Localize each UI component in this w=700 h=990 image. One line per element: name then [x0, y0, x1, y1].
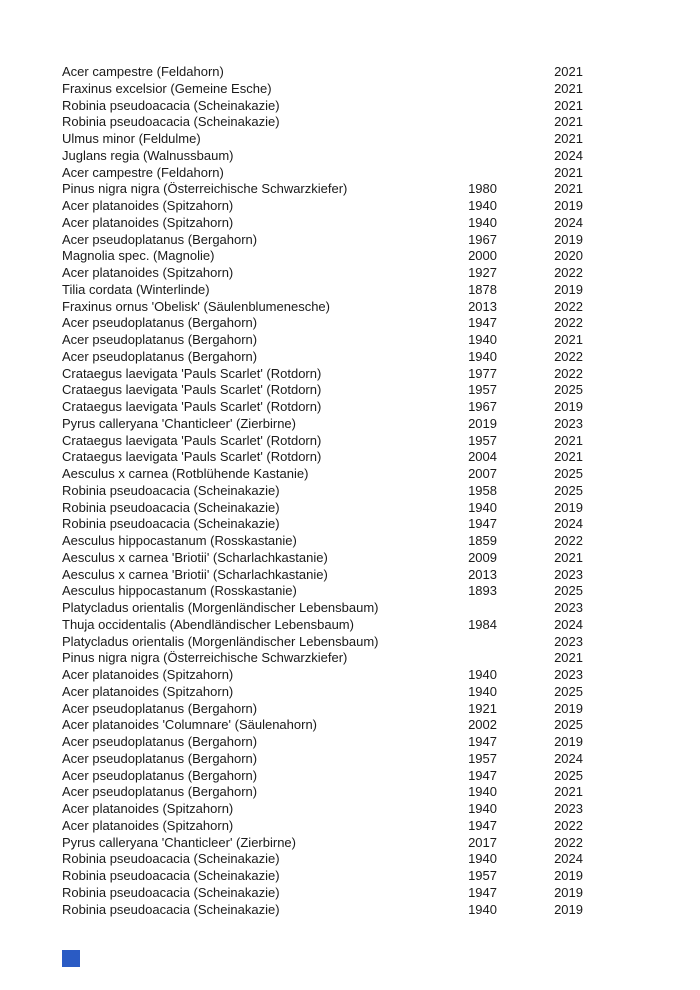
planting-year: 1940: [468, 683, 497, 699]
record-year: 2021: [554, 549, 583, 565]
record-year: 2020: [554, 248, 583, 264]
tree-name: Robinia pseudoacacia (Scheinakazie): [62, 851, 280, 867]
record-year: 2019: [554, 734, 583, 749]
record-year: 2022: [554, 834, 583, 850]
tree-name: Acer campestre (Feldahorn): [62, 164, 224, 180]
tree-name: Acer platanoides 'Columnare' (Säulenahorn): [62, 717, 317, 733]
tree-name: Robinia pseudoacacia (Scheinakazie): [62, 97, 280, 113]
planting-year: 1957: [468, 868, 497, 883]
planting-year: 1947: [468, 884, 497, 900]
tree-name: Acer pseudoplatanus (Bergahorn): [62, 332, 258, 347]
record-year: 2025: [554, 466, 583, 481]
tree-name: Ulmus minor (Feldulme): [62, 131, 201, 146]
table-row: [62, 181, 583, 198]
tree-table-body: [62, 64, 583, 918]
record-year: 2024: [554, 516, 583, 532]
table-row: [62, 567, 583, 584]
planting-year: 2009: [468, 549, 497, 565]
table-row: [62, 600, 583, 617]
record-year: 2025: [554, 382, 583, 398]
table-row: [62, 500, 583, 517]
record-year: 2022: [554, 298, 583, 314]
tree-name: Magnolia spec. (Magnolie): [62, 248, 215, 264]
tree-name: Juglans regia (Walnussbaum): [62, 147, 234, 163]
planting-year: 1940: [468, 348, 497, 364]
planting-year: [417, 98, 497, 115]
planting-year: 1967: [468, 399, 497, 414]
table-row: [62, 667, 583, 684]
planting-year: 1947: [468, 516, 497, 532]
planting-year: 1940: [468, 214, 497, 230]
record-year: 2024: [554, 750, 583, 766]
planting-year: 2013: [468, 566, 497, 582]
planting-year: 1940: [468, 667, 497, 682]
planting-year: [417, 131, 497, 148]
tree-name: Acer campestre (Feldahorn): [62, 64, 224, 79]
planting-year: 1940: [468, 901, 497, 917]
blue-square-marker: [62, 950, 80, 967]
record-year: 2021: [554, 332, 583, 347]
tree-name: Crataegus laevigata 'Pauls Scarlet' (Rotdorn): [62, 365, 322, 381]
record-year: 2021: [554, 784, 583, 800]
record-year: 2025: [554, 767, 583, 783]
table-row: [62, 784, 583, 801]
table-row: [62, 885, 583, 902]
record-year: 2021: [554, 80, 583, 96]
planting-year: [417, 165, 497, 182]
table-row: [62, 768, 583, 785]
tree-name: Acer platanoides (Spitzahorn): [62, 817, 234, 833]
table-row: [62, 449, 583, 466]
table-row: [62, 650, 583, 667]
tree-table: [62, 64, 583, 918]
table-row: [62, 583, 583, 600]
table-row: [62, 198, 583, 215]
planting-year: 1921: [468, 700, 497, 716]
table-row: [62, 282, 583, 299]
tree-name: Acer pseudoplatanus (Bergahorn): [62, 784, 258, 800]
table-row: [62, 516, 583, 533]
tree-name: Acer platanoides (Spitzahorn): [62, 214, 234, 230]
table-row: [62, 433, 583, 450]
table-row: [62, 114, 583, 131]
record-year: 2021: [554, 131, 583, 146]
table-row: [62, 416, 583, 433]
planting-year: 2013: [468, 298, 497, 314]
table-row: [62, 734, 583, 751]
table-row: [62, 148, 583, 165]
planting-year: [417, 600, 497, 617]
table-row: [62, 399, 583, 416]
planting-year: 1947: [468, 315, 497, 331]
table-row: [62, 315, 583, 332]
record-year: 2025: [554, 683, 583, 699]
tree-name: Robinia pseudoacacia (Scheinakazie): [62, 499, 280, 515]
record-year: 2019: [554, 499, 583, 515]
record-year: 2022: [554, 265, 583, 280]
planting-year: 1940: [468, 851, 497, 867]
record-year: 2024: [554, 616, 583, 632]
record-year: 2022: [554, 365, 583, 381]
tree-name: Acer pseudoplatanus (Bergahorn): [62, 315, 258, 331]
planting-year: 1977: [468, 365, 497, 381]
tree-name: Acer pseudoplatanus (Bergahorn): [62, 700, 258, 716]
record-year: 2024: [554, 147, 583, 163]
tree-name: Crataegus laevigata 'Pauls Scarlet' (Rotdorn): [62, 432, 322, 448]
tree-name: Acer platanoides (Spitzahorn): [62, 198, 234, 213]
planting-year: 1947: [468, 817, 497, 833]
tree-name: Aesculus x carnea 'Briotii' (Scharlachkastanie): [62, 549, 328, 565]
table-row: [62, 299, 583, 316]
table-row: [62, 868, 583, 885]
table-row: [62, 701, 583, 718]
record-year: 2025: [554, 717, 583, 733]
tree-name: Fraxinus excelsior (Gemeine Esche): [62, 80, 272, 96]
tree-name: Robinia pseudoacacia (Scheinakazie): [62, 901, 280, 917]
record-year: 2019: [554, 901, 583, 917]
record-year: 2022: [554, 315, 583, 331]
planting-year: [417, 650, 497, 667]
planting-year: 1927: [468, 265, 497, 280]
tree-name: Robinia pseudoacacia (Scheinakazie): [62, 482, 280, 498]
table-row: [62, 483, 583, 500]
table-row: [62, 533, 583, 550]
record-year: 2019: [554, 231, 583, 247]
record-year: 2025: [554, 583, 583, 599]
tree-name: Robinia pseudoacacia (Scheinakazie): [62, 516, 280, 532]
planting-year: 1984: [468, 616, 497, 632]
planting-year: 1947: [468, 767, 497, 783]
tree-name: Robinia pseudoacacia (Scheinakazie): [62, 114, 280, 130]
tree-name: Robinia pseudoacacia (Scheinakazie): [62, 868, 280, 883]
record-year: 2019: [554, 700, 583, 716]
record-year: 2021: [554, 64, 583, 79]
record-year: 2023: [554, 801, 583, 816]
planting-year: 1967: [468, 231, 497, 247]
table-row: [62, 81, 583, 98]
record-year: 2019: [554, 884, 583, 900]
table-row: [62, 617, 583, 634]
record-year: 2023: [554, 667, 583, 682]
table-row: [62, 349, 583, 366]
planting-year: [417, 114, 497, 131]
table-row: [62, 835, 583, 852]
tree-name: Acer platanoides (Spitzahorn): [62, 683, 234, 699]
tree-name: Crataegus laevigata 'Pauls Scarlet' (Rotdorn): [62, 399, 322, 414]
table-row: [62, 366, 583, 383]
planting-year: 1957: [468, 382, 497, 398]
tree-name: Acer pseudoplatanus (Bergahorn): [62, 767, 258, 783]
table-row: [62, 818, 583, 835]
planting-year: 1958: [468, 482, 497, 498]
planting-year: 1980: [468, 181, 497, 197]
table-row: [62, 634, 583, 651]
planting-year: 2000: [468, 248, 497, 264]
tree-name: Acer pseudoplatanus (Bergahorn): [62, 734, 258, 749]
planting-year: 1940: [468, 499, 497, 515]
table-row: [62, 215, 583, 232]
tree-name: Thuja occidentalis (Abendländischer Lebensbaum): [62, 616, 354, 632]
table-row: [62, 550, 583, 567]
tree-name: Pinus nigra nigra (Österreichische Schwarzkiefer): [62, 650, 348, 666]
planting-year: 2007: [468, 466, 497, 481]
tree-name: Acer platanoides (Spitzahorn): [62, 265, 234, 280]
table-row: [62, 382, 583, 399]
tree-name: Acer pseudoplatanus (Bergahorn): [62, 231, 258, 247]
tree-name: Acer platanoides (Spitzahorn): [62, 667, 234, 682]
tree-name: Aesculus x carnea 'Briotii' (Scharlachkastanie): [62, 566, 328, 582]
record-year: 2024: [554, 214, 583, 230]
planting-year: [417, 64, 497, 81]
record-year: 2024: [554, 851, 583, 867]
table-row: [62, 902, 583, 919]
tree-name: Tilia cordata (Winterlinde): [62, 281, 210, 297]
record-year: 2021: [554, 181, 583, 197]
record-year: 2023: [554, 600, 583, 615]
table-row: [62, 232, 583, 249]
record-year: 2022: [554, 348, 583, 364]
tree-name: Pyrus calleryana 'Chanticleer' (Zierbirne): [62, 834, 296, 850]
tree-name: Platycladus orientalis (Morgenländischer Lebensbaum): [62, 633, 379, 649]
table-row: [62, 751, 583, 768]
tree-name: Acer platanoides (Spitzahorn): [62, 801, 234, 816]
record-year: 2022: [554, 533, 583, 548]
record-year: 2019: [554, 281, 583, 297]
table-row: [62, 684, 583, 701]
planting-year: 1940: [468, 784, 497, 800]
tree-name: Acer pseudoplatanus (Bergahorn): [62, 348, 258, 364]
planting-year: 2019: [468, 415, 497, 431]
record-year: 2021: [554, 432, 583, 448]
planting-year: [417, 81, 497, 98]
record-year: 2021: [554, 97, 583, 113]
tree-name: Aesculus hippocastanum (Rosskastanie): [62, 533, 297, 548]
record-year: 2019: [554, 868, 583, 883]
tree-name: Aesculus hippocastanum (Rosskastanie): [62, 583, 297, 599]
record-year: 2021: [554, 114, 583, 130]
planting-year: 2017: [468, 834, 497, 850]
planting-year: 1947: [468, 734, 497, 749]
planting-year: [417, 148, 497, 165]
tree-name: Aesculus x carnea (Rotblühende Kastanie): [62, 466, 309, 481]
table-row: [62, 851, 583, 868]
table-row: [62, 98, 583, 115]
planting-year: 1893: [468, 583, 497, 599]
tree-name: Pinus nigra nigra (Österreichische Schwarzkiefer): [62, 181, 348, 197]
record-year: 2025: [554, 482, 583, 498]
record-year: 2023: [554, 633, 583, 649]
tree-name: Pyrus calleryana 'Chanticleer' (Zierbirne): [62, 415, 296, 431]
planting-year: 1957: [468, 432, 497, 448]
table-row: [62, 131, 583, 148]
table-row: [62, 801, 583, 818]
tree-name: Crataegus laevigata 'Pauls Scarlet' (Rotdorn): [62, 382, 322, 398]
record-year: 2021: [554, 164, 583, 180]
record-year: 2021: [554, 650, 583, 666]
table-row: [62, 64, 583, 81]
planting-year: [417, 634, 497, 651]
table-row: [62, 165, 583, 182]
record-year: 2022: [554, 817, 583, 833]
record-year: 2021: [554, 449, 583, 465]
table-row: [62, 248, 583, 265]
planting-year: 2004: [468, 449, 497, 465]
record-year: 2023: [554, 415, 583, 431]
tree-list: [62, 64, 583, 918]
table-row: [62, 717, 583, 734]
table-row: [62, 466, 583, 483]
planting-year: 1878: [468, 281, 497, 297]
planting-year: 1940: [468, 332, 497, 347]
tree-name: Platycladus orientalis (Morgenländischer Lebensbaum): [62, 600, 379, 615]
planting-year: 2002: [468, 717, 497, 733]
planting-year: 1957: [468, 750, 497, 766]
record-year: 2019: [554, 198, 583, 213]
record-year: 2019: [554, 399, 583, 414]
planting-year: 1859: [468, 533, 497, 548]
tree-name: Crataegus laevigata 'Pauls Scarlet' (Rotdorn): [62, 449, 322, 465]
planting-year: 1940: [468, 198, 497, 213]
tree-name: Acer pseudoplatanus (Bergahorn): [62, 750, 258, 766]
tree-name: Robinia pseudoacacia (Scheinakazie): [62, 884, 280, 900]
tree-name: Fraxinus ornus 'Obelisk' (Säulenblumenesche): [62, 298, 330, 314]
table-row: [62, 265, 583, 282]
planting-year: 1940: [468, 801, 497, 816]
record-year: 2023: [554, 566, 583, 582]
table-row: [62, 332, 583, 349]
